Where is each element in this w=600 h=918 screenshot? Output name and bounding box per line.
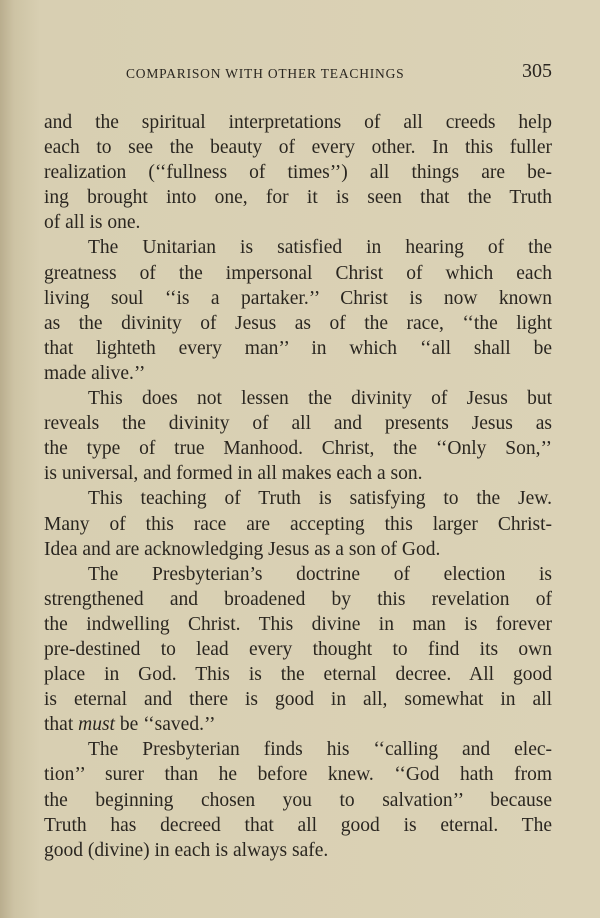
italic-word: must <box>78 714 115 736</box>
text-line: strengthened and broadened by this revelation of <box>44 588 552 610</box>
text-line: place in God. This is the eternal decree. All good <box>44 664 552 686</box>
text-line: is universal, and formed in all makes each a son. <box>44 463 423 485</box>
text-line: that lighteth every man’’ in which ‘‘all shall be <box>44 337 552 359</box>
text-line: reveals the divinity of all and presents Jesus as <box>44 413 552 435</box>
page-number: 305 <box>522 60 552 82</box>
text-line: made alive.’’ <box>44 362 146 384</box>
text-segment: be ‘‘saved.’’ <box>114 714 216 736</box>
text-line: Many of this race are accepting this larger Christ- <box>44 513 552 535</box>
text-line: and the spiritual interpretations of all creeds help <box>44 112 552 133</box>
text-line: good (divine) in each is always safe. <box>44 839 329 861</box>
text-segment: that <box>44 714 79 736</box>
text-line: living soul ‘‘is a partaker.’’ Christ is now known <box>44 287 552 309</box>
text-line: greatness of the impersonal Christ of which each <box>44 262 552 284</box>
text-line-with-italic <box>44 712 552 737</box>
text-line: each to see the beauty of every other. In this fuller <box>44 137 552 159</box>
text-line: Truth has decreed that all good is eternal. The <box>44 814 552 836</box>
text-line: the beginning chosen you to salvation’’ because <box>44 789 552 811</box>
text-line: as the divinity of Jesus as of the race, ‘‘the light <box>44 312 552 334</box>
text-line: realization (‘‘fullness of times’’) all things are be- <box>44 162 552 184</box>
text-line: Idea and are acknowledging Jesus as a son of God. <box>44 538 441 560</box>
text-line: is eternal and there is good in all, somewhat in all <box>44 689 552 711</box>
text-line: tion’’ surer than he before knew. ‘‘God hath from <box>44 764 552 786</box>
text-line: The Presbyterian finds his ‘‘calling and elec- <box>88 739 552 761</box>
running-title: COMPARISON WITH OTHER TEACHINGS <box>126 66 405 81</box>
text-line: of all is one. <box>44 212 141 234</box>
text-line: ing brought into one, for it is seen that the Truth <box>44 187 552 209</box>
text-line: The Unitarian is satisfied in hearing of the <box>88 237 552 259</box>
text-line: This teaching of Truth is satisfying to the Jew. <box>88 488 552 510</box>
text-line: pre-destined to lead every thought to find its own <box>44 638 552 660</box>
page-body <box>44 110 552 863</box>
text-line: The Presbyterian’s doctrine of election is <box>88 563 552 585</box>
text-line: the type of true Manhood. Christ, the ‘‘Only Son,’’ <box>44 438 552 460</box>
text-line: the indwelling Christ. This divine in man is forever <box>44 613 552 635</box>
text-line: This does not lessen the divinity of Jesus but <box>88 388 552 410</box>
running-header <box>44 60 552 86</box>
